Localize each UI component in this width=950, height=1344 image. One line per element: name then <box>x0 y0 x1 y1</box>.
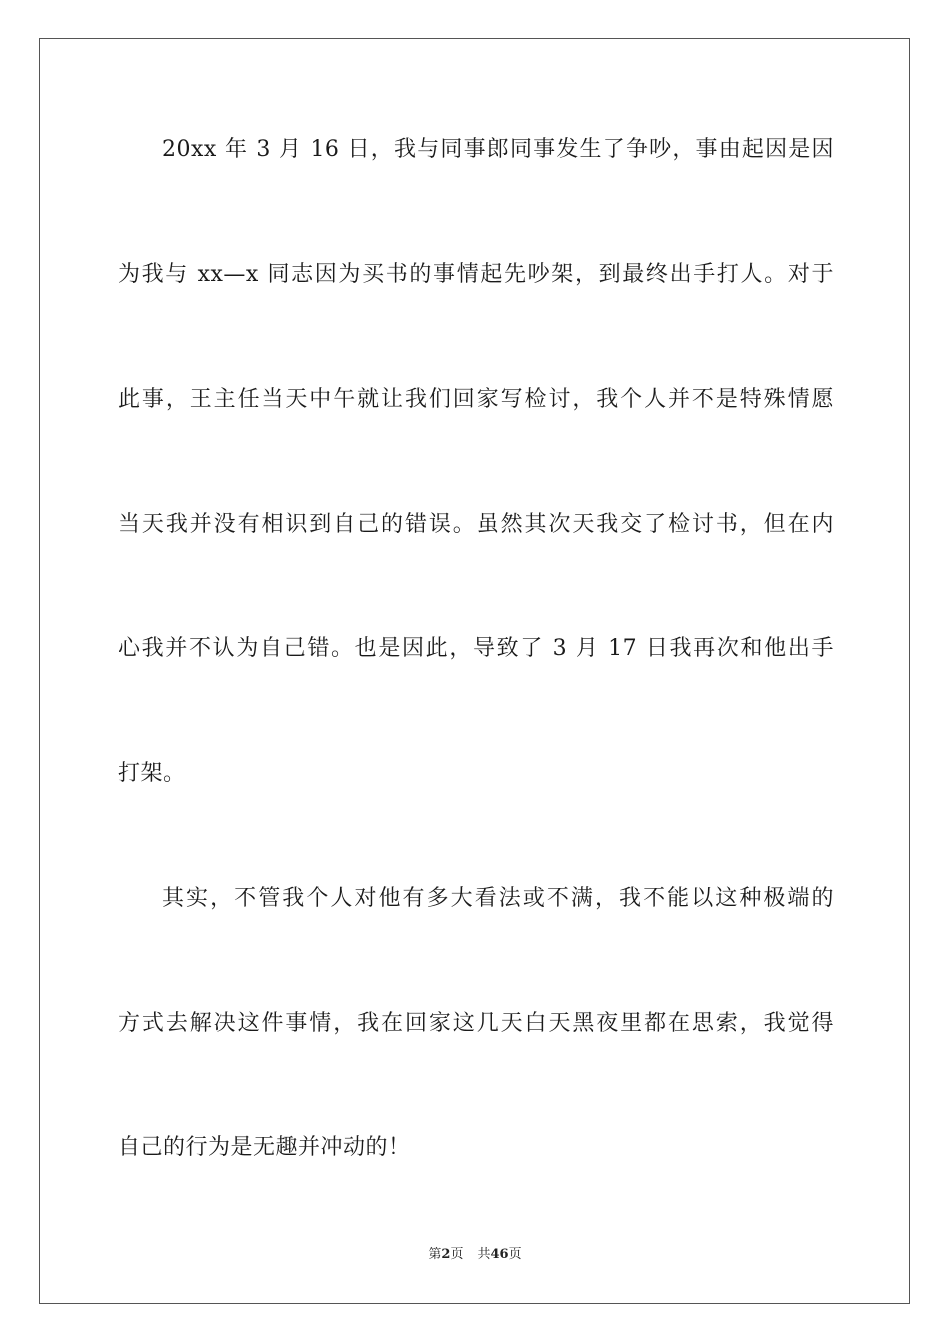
page-footer <box>0 1246 950 1264</box>
paragraph-1-line-3: 此事，王主任当天中午就让我们回家写检讨，我个人并不是特殊情愿 <box>118 387 834 412</box>
paragraph-1-line-5: 心我并不认为自己错。也是因此，导致了 3 月 17 日我再次和他出手 <box>118 636 834 661</box>
current-page-number: 2 <box>441 1247 451 1262</box>
page-label-suffix: 页 <box>450 1247 464 1262</box>
paragraph-1-line-2: 为我与 xx—x 同志因为买书的事情起先吵架，到最终出手打人。对于 <box>118 262 834 287</box>
paragraph-1-line-6: 打架。 <box>118 761 186 786</box>
paragraph-1-line-1: 20xx 年 3 月 16 日，我与同事郎同事发生了争吵，事由起因是因 <box>162 137 834 162</box>
paragraph-2-line-2: 方式去解决这件事情，我在回家这几天白天黑夜里都在思索，我觉得 <box>118 1011 834 1036</box>
paragraph-1-line-4: 当天我并没有相识到自己的错误。虽然其次天我交了检讨书，但在内 <box>118 512 834 537</box>
paragraph-2-line-3: 自己的行为是无趣并冲动的！ <box>118 1135 411 1160</box>
total-label-prefix: 共 <box>477 1247 491 1262</box>
total-label-suffix: 页 <box>508 1247 522 1262</box>
page-border <box>39 38 910 1304</box>
paragraph-2-line-1: 其实，不管我个人对他有多大看法或不满，我不能以这种极端的 <box>162 886 834 911</box>
total-page-count: 46 <box>490 1247 509 1262</box>
page-label-prefix: 第 <box>428 1247 442 1262</box>
